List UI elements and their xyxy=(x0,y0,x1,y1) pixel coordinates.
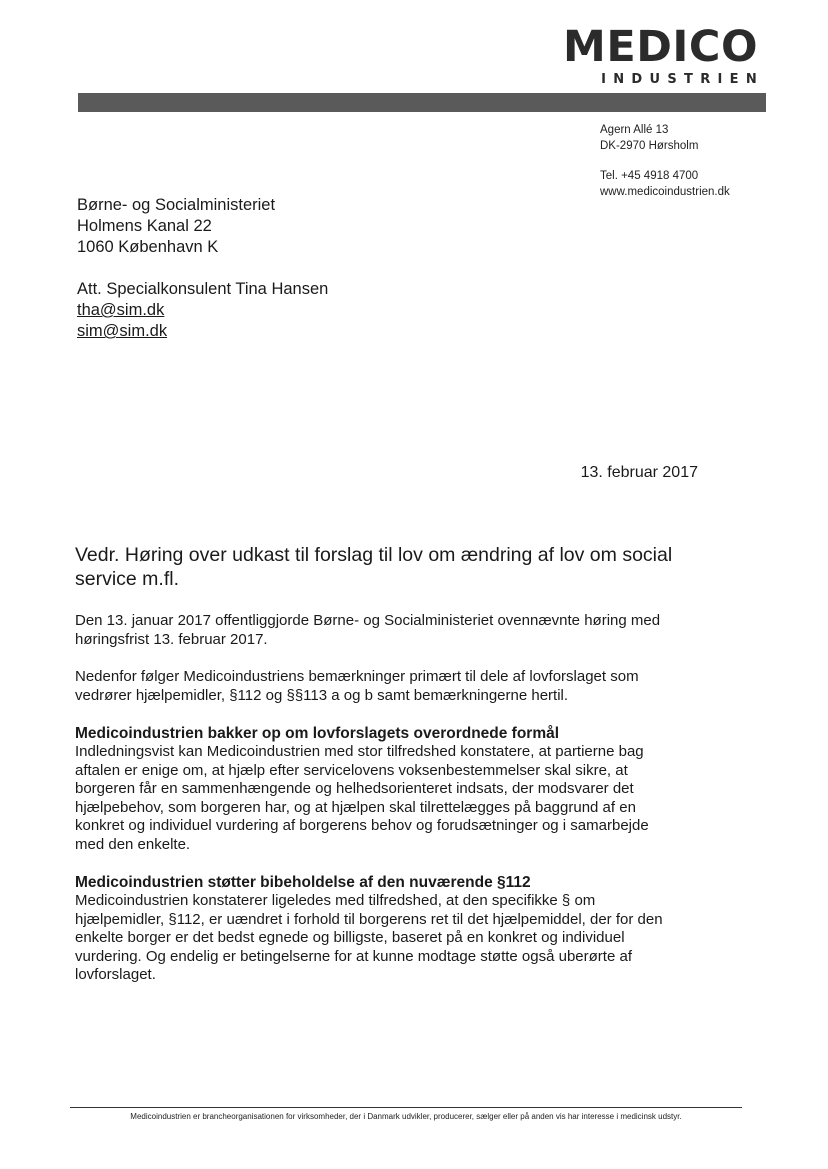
body-section xyxy=(75,724,665,854)
sender-web: www.medicoindustrien.dk xyxy=(600,186,730,198)
letter-subject: Vedr. Høring over udkast til forslag til lov om ændring af lov om social service m.fl. xyxy=(75,544,673,590)
logo-subtitle: INDUSTRIEN xyxy=(601,72,764,87)
company-logo xyxy=(563,22,764,87)
recipient-address xyxy=(77,195,328,342)
footer-note: Medicoindustrien er brancheorganisationen for virksomheder, der i Danmark udvikler, producerer, sælger eller på anden vis har interesse i medicinsk udstyr. xyxy=(130,1112,682,1121)
recipient-street: Holmens Kanal 22 xyxy=(77,217,212,235)
section-heading: Medicoindustrien bakker op om lovforslagets overordnede formål xyxy=(75,725,560,742)
letter-body xyxy=(75,612,665,1004)
section-text: Indledningsvist kan Medicoindustrien med stor tilfredshed konstatere, at partierne bag aftalen er enige om, at hjælp efter servicelovens voksenbestemmelser skal sikre, at borgeren får en sammenhængende og helhedsorienteret indsats, der modsvarer det hjælpebehov, som borgeren har, og at hjælpen skal tilrettelægges på baggrund af en konkret og individuel vurdering af borgerens behov og forudsætninger og i samarbejde med den enkelte. xyxy=(75,743,649,853)
footer-divider xyxy=(70,1107,742,1108)
email-link-tha[interactable]: tha@sim.dk xyxy=(77,301,165,319)
section-text: Medicoindustrien konstaterer ligeledes med tilfredshed, at den specifikke § om hjælpemidler, §112, er uændret i forhold til borgerens ret til det hjælpemiddel, der for den enkelte borger er det bedst egnede og billigste, baseret på en konkret og individuel vurdering. Og endelig er betingelserne for at kunne modtage støtte også uberørte af lovforslaget. xyxy=(75,892,663,983)
recipient-city: 1060 København K xyxy=(77,238,219,256)
email-link-sim[interactable]: sim@sim.dk xyxy=(77,322,168,340)
header-bar xyxy=(78,93,766,112)
body-section xyxy=(75,873,665,985)
body-paragraph: Nedenfor følger Medicoindustriens bemærkninger primært til dele af lovforslaget som vedrører hjælpemidler, §112 og §§113 a og b samt bemærkningerne hertil. xyxy=(75,668,639,704)
logo-wordmark: MEDICO xyxy=(563,22,758,72)
letter-date: 13. februar 2017 xyxy=(580,464,698,481)
recipient-org: Børne- og Socialministeriet xyxy=(77,196,276,214)
sender-address xyxy=(600,122,730,200)
recipient-attention: Att. Specialkonsulent Tina Hansen xyxy=(77,280,329,298)
sender-street: Agern Allé 13 xyxy=(600,124,669,136)
sender-phone: Tel. +45 4918 4700 xyxy=(600,170,699,182)
section-heading: Medicoindustrien støtter bibeholdelse af den nuværende §112 xyxy=(75,874,531,891)
sender-city: DK-2970 Hørsholm xyxy=(600,140,699,152)
body-paragraph: Den 13. januar 2017 offentliggjorde Børne- og Socialministeriet ovennævnte høring med høringsfrist 13. februar 2017. xyxy=(75,612,661,648)
